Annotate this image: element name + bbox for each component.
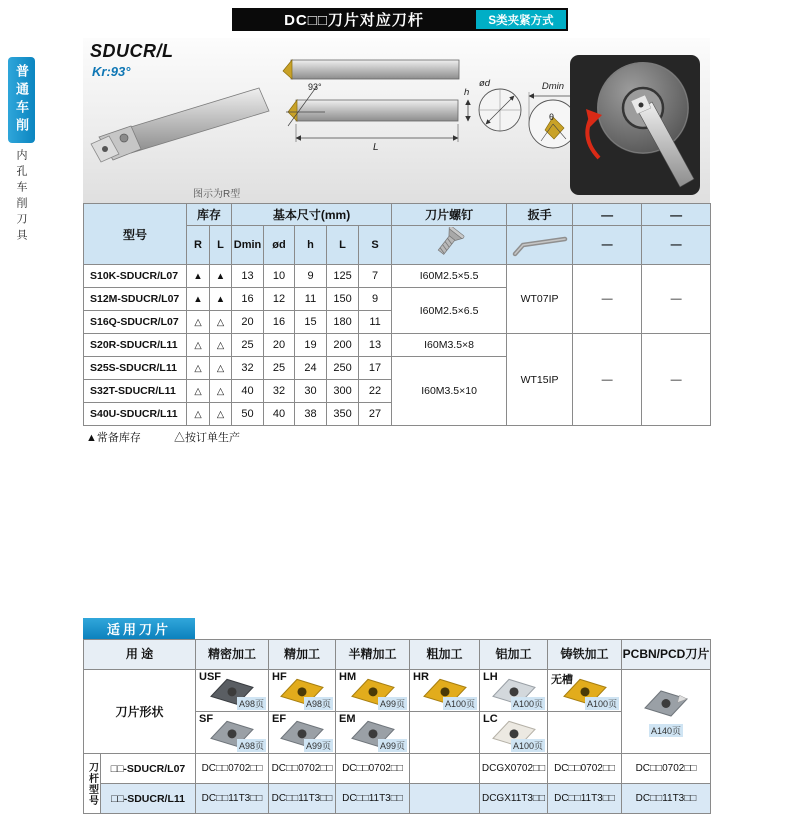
insert-code: 无槽: [551, 674, 573, 686]
insert-cell: [196, 712, 269, 754]
sidebar-tab-label: 普通车削: [14, 64, 29, 136]
dash-cell: —: [642, 334, 711, 426]
clamp-screw-icon: [120, 134, 128, 142]
insert-cell: [196, 670, 269, 712]
dash-cell: —: [573, 226, 642, 265]
insert-code-cell: DCGX0702□□: [480, 754, 548, 784]
len-cell: 125: [327, 265, 359, 288]
subcol-r: R: [187, 226, 210, 265]
insert-page-ref: A98页: [305, 699, 331, 709]
dash-cell: —: [573, 334, 642, 426]
insert-cell: [410, 670, 480, 712]
insert-page-ref: A100页: [444, 699, 475, 709]
subcol-dmin: Dmin: [232, 226, 264, 265]
h-cell: 30: [295, 380, 327, 403]
insert-code-cell: DC□□11T3□□: [336, 784, 410, 814]
stock-l-cell: △: [210, 357, 232, 380]
s-cell: 11: [359, 311, 392, 334]
stock-l-cell: △: [210, 380, 232, 403]
col-header-dimensions: 基本尺寸(mm): [232, 204, 392, 226]
dash-cell: —: [642, 265, 711, 334]
insert-code: EF: [272, 713, 287, 725]
col-header-wrench: 扳手: [507, 204, 573, 226]
screw-icon-cell: [392, 226, 507, 265]
dmin-cell: 32: [232, 357, 264, 380]
subcol-s: S: [359, 226, 392, 265]
s-cell: 17: [359, 357, 392, 380]
insert-code-cell: DC□□0702□□: [622, 754, 711, 784]
col-header-dash-1: —: [573, 204, 642, 226]
insert-code-cell: DC□□11T3□□: [622, 784, 711, 814]
insert-shape-row-1: [84, 670, 711, 712]
stock-l-cell: ▲: [210, 288, 232, 311]
product-illustration-area: [83, 38, 710, 203]
screw-spec-cell: I60M2.5×5.5: [392, 265, 507, 288]
holder-row: [84, 754, 711, 784]
dmin-cell: 25: [232, 334, 264, 357]
col-header-model: 型号: [84, 204, 187, 265]
dim-label-h: h: [464, 87, 470, 98]
insert-cell: [480, 712, 548, 754]
holder-section-label: 刀杆型号: [84, 754, 101, 814]
subcol-od: ød: [264, 226, 295, 265]
subcol-h: h: [295, 226, 327, 265]
insert-code-cell: DCGX11T3□□: [480, 784, 548, 814]
clamp-type-badge: S类夹紧方式: [476, 10, 566, 29]
wrench-spec-cell: WT07IP: [507, 265, 573, 334]
h-cell: 19: [295, 334, 327, 357]
applicable-inserts-tab: 适用刀片: [83, 618, 195, 639]
insert-cell-empty: [410, 712, 480, 754]
insert-page-ref: A98页: [238, 741, 264, 751]
insert-page-ref: A99页: [305, 741, 331, 751]
product-model-title: SDUCR/L: [90, 41, 174, 61]
side-view-top: [283, 60, 459, 79]
table-row: [84, 265, 711, 288]
insert-code-cell: DC□□0702□□: [336, 754, 410, 784]
model-cell: S25S-SDUCR/L11: [84, 357, 187, 380]
dim-label-od: ød: [479, 78, 491, 89]
insert-code: EM: [339, 713, 356, 725]
insert-page-ref: A140页: [650, 725, 682, 736]
insert-page-ref: A98页: [238, 699, 264, 709]
s-cell: 9: [359, 288, 392, 311]
insert-code: SF: [199, 713, 214, 725]
dmin-cell: 20: [232, 311, 264, 334]
od-cell: 10: [264, 265, 295, 288]
model-cell: S32T-SDUCR/L11: [84, 380, 187, 403]
stock-r-cell: △: [187, 311, 210, 334]
s-cell: 7: [359, 265, 392, 288]
insert-cell: [269, 670, 336, 712]
insert-code: LH: [483, 671, 498, 683]
dmin-cell: 50: [232, 403, 264, 426]
insert-code: HM: [339, 671, 357, 683]
toolholder-pictorial: [91, 88, 269, 162]
stock-r-cell: △: [187, 357, 210, 380]
subcol-len: L: [327, 226, 359, 265]
insert-code-cell: DC□□0702□□: [548, 754, 622, 784]
insert-page-ref: A100页: [586, 699, 617, 709]
insert-cell-pcbn: [622, 670, 711, 754]
legend-made-to-order: △按订单生产: [173, 432, 240, 444]
insert-page-ref: A100页: [512, 741, 543, 751]
insert-image: [642, 687, 690, 721]
model-cell: S40U-SDUCR/L11: [84, 403, 187, 426]
application-photo: [570, 55, 700, 195]
insert-code-cell: DC□□0702□□: [196, 754, 269, 784]
h-cell: 15: [295, 311, 327, 334]
stock-r-cell: △: [187, 380, 210, 403]
insert-code-cell: DC□□11T3□□: [269, 784, 336, 814]
usage-header: 用 途: [84, 640, 196, 670]
insert-cell: [336, 670, 410, 712]
legend-regular-stock: ▲常备库存: [86, 432, 141, 444]
dash-cell: —: [573, 265, 642, 334]
holder-row: [84, 784, 711, 814]
len-cell: 200: [327, 334, 359, 357]
insert-cell-empty: [548, 712, 622, 754]
wrench-icon-cell: [507, 226, 573, 265]
insert-code: HR: [413, 671, 429, 683]
wrench-icon: [510, 229, 570, 259]
h-cell: 38: [295, 403, 327, 426]
len-cell: 180: [327, 311, 359, 334]
insert-cell: [336, 712, 410, 754]
dmin-cell: 13: [232, 265, 264, 288]
usage-col: PCBN/PCD刀片: [622, 640, 711, 670]
usage-col: 铝加工: [480, 640, 548, 670]
len-cell: 300: [327, 380, 359, 403]
stock-l-cell: ▲: [210, 265, 232, 288]
insert-code-cell: DC□□11T3□□: [196, 784, 269, 814]
col-header-dash-2: —: [642, 204, 711, 226]
od-cell: 25: [264, 357, 295, 380]
page-title: DC□□刀片对应刀杆: [284, 12, 424, 29]
insert-cell: [269, 712, 336, 754]
insert-code: HF: [272, 671, 287, 683]
dim-label-theta: θ: [549, 112, 555, 122]
od-cell: 32: [264, 380, 295, 403]
screw-spec-cell: I60M3.5×10: [392, 357, 507, 426]
table-row: [84, 334, 711, 357]
sidebar-tab-turning: [8, 57, 35, 143]
model-cell: S12M-SDUCR/L07: [84, 288, 187, 311]
insert-page-ref: A100页: [512, 699, 543, 709]
h-cell: 9: [295, 265, 327, 288]
insert-code-cell: [410, 784, 480, 814]
sidebar-category-label: 内孔车削刀具: [15, 149, 27, 245]
dim-label-L: L: [373, 142, 379, 153]
stock-r-cell: ▲: [187, 288, 210, 311]
wrench-spec-cell: WT15IP: [507, 334, 573, 426]
insert-code-cell: DC□□11T3□□: [548, 784, 622, 814]
model-cell: S16Q-SDUCR/L07: [84, 311, 187, 334]
applicable-inserts-table: [83, 639, 711, 814]
stock-r-cell: △: [187, 334, 210, 357]
model-cell: S10K-SDUCR/L07: [84, 265, 187, 288]
dim-label-93: 93°: [308, 82, 322, 92]
od-cell: 20: [264, 334, 295, 357]
stock-r-cell: ▲: [187, 265, 210, 288]
insert-code-cell: DC□□0702□□: [269, 754, 336, 784]
insert-code: LC: [483, 713, 498, 725]
dim-label-dmin: Dmin: [541, 81, 565, 92]
usage-col: 精密加工: [196, 640, 269, 670]
dmin-cell: 40: [232, 380, 264, 403]
technical-drawing: [83, 38, 710, 203]
stock-legend: [86, 429, 270, 445]
h-cell: 24: [295, 357, 327, 380]
od-cell: 12: [264, 288, 295, 311]
dash-cell: —: [642, 226, 711, 265]
col-header-screw: 刀片螺钉: [392, 204, 507, 226]
side-view-bottom: [286, 82, 469, 153]
usage-col: 铸铁加工: [548, 640, 622, 670]
usage-col: 半精加工: [336, 640, 410, 670]
shank-section-view: [479, 78, 521, 131]
len-cell: 150: [327, 288, 359, 311]
insert-code: USF: [199, 671, 221, 683]
stock-l-cell: △: [210, 311, 232, 334]
usage-header-row: [84, 640, 711, 670]
od-cell: 40: [264, 403, 295, 426]
h-cell: 11: [295, 288, 327, 311]
len-cell: 250: [327, 357, 359, 380]
od-cell: 16: [264, 311, 295, 334]
insert-code-cell: [410, 754, 480, 784]
holder-model-label: □□-SDUCR/L07: [101, 754, 196, 784]
s-cell: 22: [359, 380, 392, 403]
screw-icon: [427, 227, 471, 261]
s-cell: 27: [359, 403, 392, 426]
dmin-section-view: [529, 81, 577, 148]
len-cell: 350: [327, 403, 359, 426]
col-header-stock: 库存: [187, 204, 232, 226]
usage-col: 精加工: [269, 640, 336, 670]
usage-col: 粗加工: [410, 640, 480, 670]
s-cell: 13: [359, 334, 392, 357]
lead-angle-label: Kr:93°: [92, 64, 131, 79]
dimensions-table: [83, 203, 711, 426]
insert-page-ref: A99页: [379, 699, 405, 709]
insert-shape-label: 刀片形状: [84, 670, 196, 754]
screw-spec-cell: I60M2.5×6.5: [392, 288, 507, 334]
dmin-cell: 16: [232, 288, 264, 311]
holder-model-label: □□-SDUCR/L11: [101, 784, 196, 814]
stock-l-cell: △: [210, 334, 232, 357]
insert-cell: [480, 670, 548, 712]
subcol-l: L: [210, 226, 232, 265]
stock-l-cell: △: [210, 403, 232, 426]
model-cell: S20R-SDUCR/L11: [84, 334, 187, 357]
insert-cell: [548, 670, 622, 712]
stock-r-cell: △: [187, 403, 210, 426]
illustration-note: 图示为R型: [193, 189, 241, 200]
page-header: [232, 8, 568, 31]
insert-page-ref: A99页: [379, 741, 405, 751]
screw-spec-cell: I60M3.5×8: [392, 334, 507, 357]
